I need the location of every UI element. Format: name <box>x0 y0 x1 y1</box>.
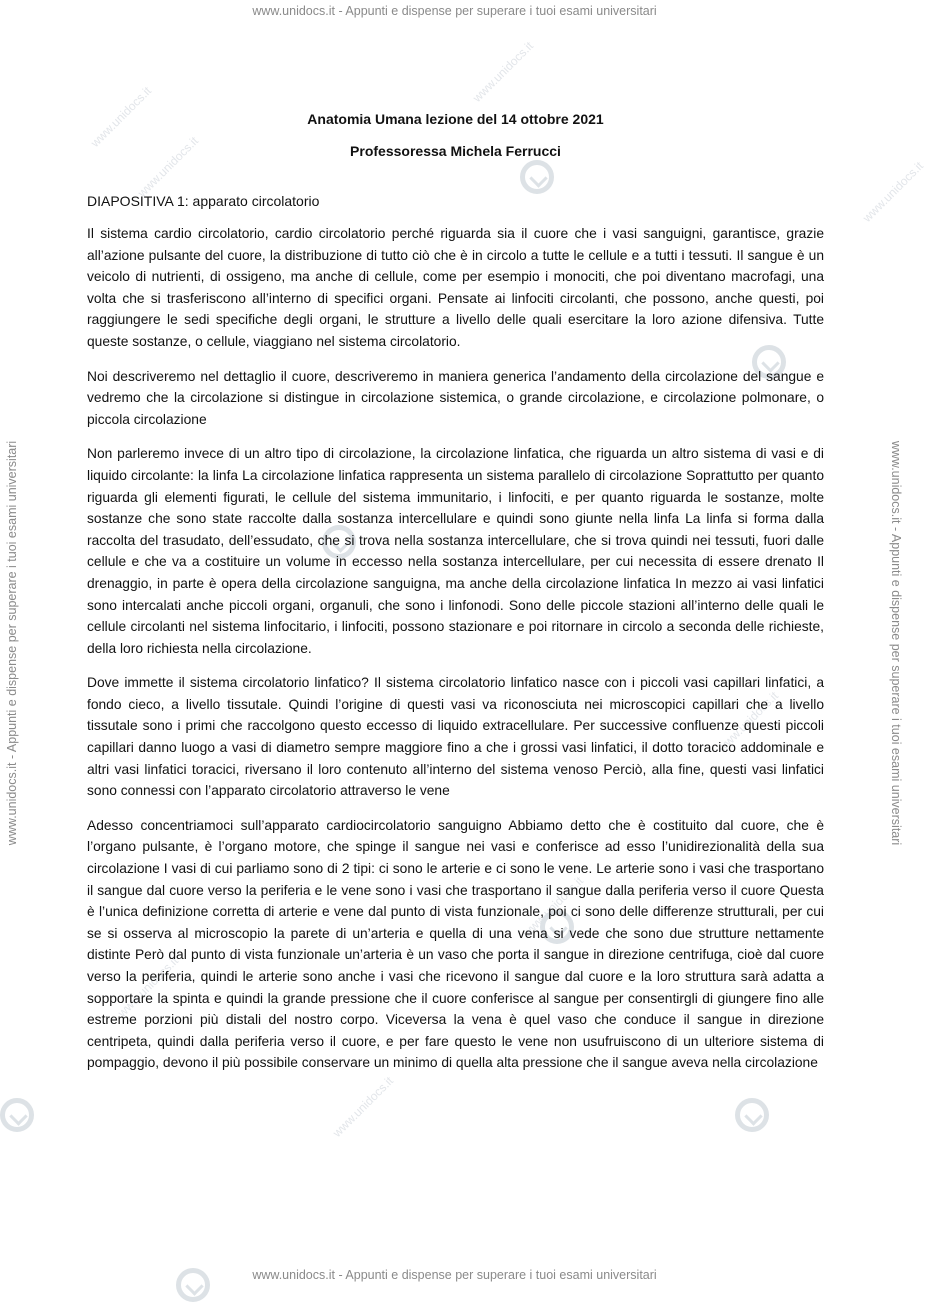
watermark-text: www.unidocs.it <box>135 133 202 200</box>
watermark-text: www.unidocs.it <box>520 873 587 940</box>
watermark-text: www.unidocs.it <box>88 83 155 150</box>
watermark-text: www.unidocs.it <box>115 953 182 1020</box>
unidocs-logo-icon <box>735 1098 769 1132</box>
paragraph: Dove immette il sistema circolatorio linfatico? Il sistema circolatorio linfatico nasce con i piccoli vasi capillari linfatici, a fondo cieco, a livello tissutale. Quindi l’origine di questi vasi va riconosciuta nei microscopici capillari che a livello tissutale sono i primi che raccolgono questo eccesso di liquido extracellulare. Per successive confluenze questi piccoli capillari danno luogo a vasi di diametro sempre maggiore fino a che i grossi vasi linfatici, il dotto toracico addominale e altri vasi linfatici toracici, riversano il loro contenuto all’interno del sistema venoso Perciò, alla fine, questi vasi linfatici sono connessi con l’apparato circolatorio attraverso le vene <box>87 675 824 799</box>
slide-heading: DIAPOSITIVA 1: apparato circolatorio <box>87 193 320 209</box>
paragraph: Non parleremo invece di un altro tipo di circolazione, la circolazione linfatica, che riguarda un altro sistema di vasi e di liquido circolante: la linfa La circolazione linfatica rappresenta un sistema parallelo di circolazione Soprattutto per quanto riguarda gli elementi figurati, le cellule del sistema immunitario, i linfociti, e per quanto riguarda le sostanze, molte sostanze che sono state raccolte dalla sostanza intercellulare e quindi sono giunte nella linfa La linfa si forma dalla raccolta del trasudato, dell’essudato, che si trova nella sostanza intercellulare, che si trova quindi nei tessuti, fuori dalle cellule e che va a costituire un volume in eccesso nella sostanza intercellulare, per cui necessita di essere drenato Il drenaggio, in parte è opera della circolazione sanguigna, ma anche della circolazione linfatica In mezzo ai vasi linfatici sono intercalati anche piccoli organi, organuli, che sono i linfonodi. Sono delle piccole stazioni all’interno delle quali le cellule circolanti nel sistema linfocitario, i linfociti, possono stazionare e poi ritornare in circolo a seconda delle richieste, della loro richiesta nella circolazione. <box>87 446 824 656</box>
header-banner: www.unidocs.it - Appunti e dispense per superare i tuoi esami universitari <box>252 4 657 18</box>
right-side-banner: www.unidocs.it - Appunti e dispense per superare i tuoi esami universitari <box>889 440 903 846</box>
paragraph: Noi descriveremo nel dettaglio il cuore, descriveremo in maniera generica l’andamento della circolazione del sangue e vedremo che la circolazione si distingue in circolazione sistemica, o grande circolazione, e circolazione polmonare, o piccola circolazione <box>87 368 824 427</box>
left-side-banner: www.unidocs.it - Appunti e dispense per superare i tuoi esami universitari <box>5 440 19 846</box>
paragraph: Il sistema cardio circolatorio, cardio circolatorio perché riguarda sia il cuore che i vasi sanguigni, garantisce, grazie all’azione pulsante del cuore, la distribuzione di tutto ciò che è in circolo a tutte le cellule e a tutti i tessuti. Il sangue è un veicolo di nutrienti, di ossigeno, ma anche di cellule, come per esempio i monociti, che poi diventano macrofagi, una volta che si trasferiscono all’interno di specifici organi. Pensate ai linfociti circolanti, che possono, anche questi, poi raggiungere le sedi specifiche degli organi, le strutture a livello delle quali esercitare la loro azione difensiva. Tutte queste sostanze, o cellule, viaggiano nel sistema circolatorio. <box>87 226 824 349</box>
watermark-text: www.unidocs.it <box>470 38 537 105</box>
unidocs-logo-icon <box>0 1098 34 1132</box>
watermark-text: www.unidocs.it <box>330 1073 397 1140</box>
watermark-text: www.unidocs.it <box>860 158 926 225</box>
document-body <box>87 110 824 1074</box>
watermark-text: www.unidocs.it <box>715 688 782 755</box>
footer-banner: www.unidocs.it - Appunti e dispense per superare i tuoi esami universitari <box>252 1268 657 1282</box>
paragraph: Adesso concentriamoci sull’apparato cardiocircolatorio sanguigno Abbiamo detto che è costituito dal cuore, che è l’organo pulsante, è l’organo motore, che spinge il sangue nei vasi e conferisce ad esso l’unidirezionalità della sua circolazione I vasi di cui parliamo sono di 2 tipi: ci sono le arterie e ci sono le vene. Le arterie sono i vasi che trasportano il sangue dal cuore verso la periferia e le vene sono i vasi che trasportano il sangue dalla periferia verso il cuore Questa è l’unica definizione corretta di arterie e vene dal punto di vista funzionale, poi ci sono delle differenze strutturali, per cui se si osserva al microscopio la parete di un’arteria e quella di una vena si vede che sono due strutture nettamente distinte Però dal punto di vista funzionale un’arteria è un vaso che porta il sangue in direzione centrifuga, cioè dal cuore verso la periferia, quindi le arterie sono anche i vasi che ricevono il sangue dal cuore e la loro struttura sarà adatta a sopportare la spinta e quindi la grande pressione che il cuore conferisce al sangue per consentirgli di giungere fino alle estreme porzioni più distali del nostro corpo. Viceversa la vena è quel vaso che conduce il sangue in direzione centripeta, quindi dalla periferia verso il cuore, e per fare questo le vene non usufruiscono di un ulteriore sistema di pompaggio, devono il più possibile conservare un minimo di quella alta pressione che il sangue aveva nella circolazione <box>87 817 824 1071</box>
document-title: Anatomia Umana lezione del 14 ottobre 2021 <box>307 111 604 127</box>
document-subtitle: Professoressa Michela Ferrucci <box>350 143 561 159</box>
